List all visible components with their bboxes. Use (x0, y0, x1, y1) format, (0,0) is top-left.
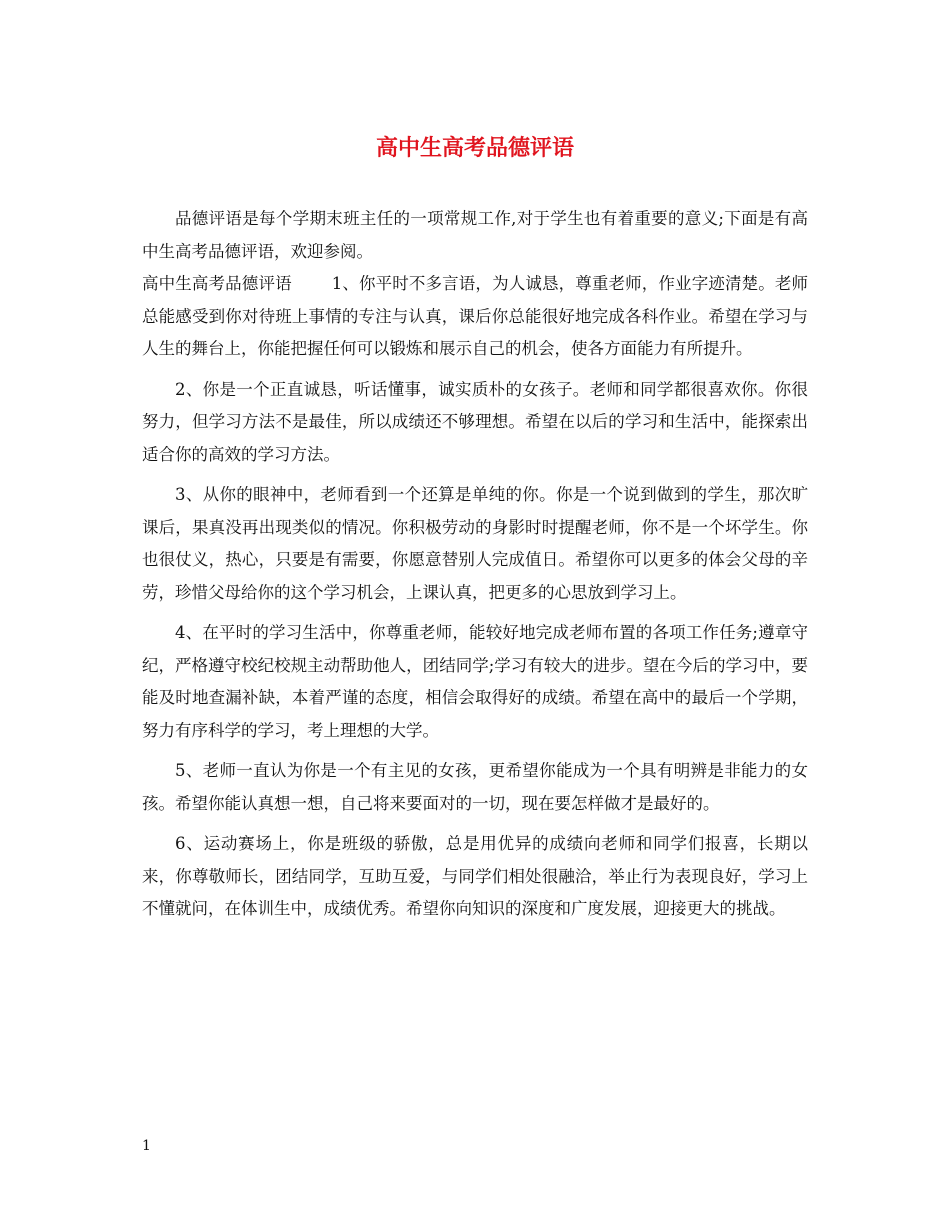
document-body (142, 203, 808, 926)
comment-text-1: 1、你平时不多言语，为人诚恳，尊重老师，作业字迹清楚。老师总能感受到你对待班上事情的专注与认真，课后你总能很好地完成各科作业。希望在学习与人生的舞台上，你能把握任何可以锻炼和展示自己的机会，使各方面能力有所提升。 (142, 274, 809, 358)
document-title: 高中生高考品德评语 (375, 135, 574, 161)
section-heading: 高中生高考品德评语 (142, 274, 292, 293)
comment-paragraph-3: 3、从你的眼神中，老师看到一个还算是单纯的你。你是一个说到做到的学生，那次旷课后，果真没再出现类似的情况。你积极劳动的身影时时提醒老师，你不是一个坏学生。你也很仗义，热心，只要是有需要，你愿意替别人完成值日。希望你可以更多的体会父母的辛劳，珍惜父母给你的这个学习机会，上课认真，把更多的心思放到学习上。 (142, 485, 808, 602)
page-number: 1 (142, 1138, 151, 1154)
comment-paragraph-1 (142, 268, 808, 366)
intro-paragraph: 品德评语是每个学期末班主任的一项常规工作,对于学生也有着重要的意义;下面是有高中生高考品德评语，欢迎参阅。 (142, 209, 808, 261)
comment-paragraph-4: 4、在平时的学习生活中，你尊重老师，能较好地完成老师布置的各项工作任务;遵章守纪，严格遵守校纪校规主动帮助他人，团结同学;学习有较大的进步。望在今后的学习中，要能及时地查漏补缺，本着严谨的态度，相信会取得好的成绩。希望在高中的最后一个学期，努力有序科学的学习，考上理想的大学。 (142, 623, 808, 740)
comment-paragraph-5: 5、老师一直认为你是一个有主见的女孩，更希望你能成为一个具有明辨是非能力的女孩。希望你能认真想一想，自己将来要面对的一切，现在要怎样做才是最好的。 (142, 761, 808, 813)
comment-paragraph-6: 6、运动赛场上，你是班级的骄傲，总是用优异的成绩向老师和同学们报喜，长期以来，你尊敬师长，团结同学，互助互爱，与同学们相处很融洽，举止行为表现良好，学习上不懂就问，在体训生中，成绩优秀。希望你向知识的深度和广度发展，迎接更大的挑战。 (142, 834, 808, 918)
comment-paragraph-2: 2、你是一个正直诚恳，听话懂事，诚实质朴的女孩子。老师和同学都很喜欢你。你很努力，但学习方法不是最佳，所以成绩还不够理想。希望在以后的学习和生活中，能探索出适合你的高效的学习方法。 (142, 379, 808, 464)
